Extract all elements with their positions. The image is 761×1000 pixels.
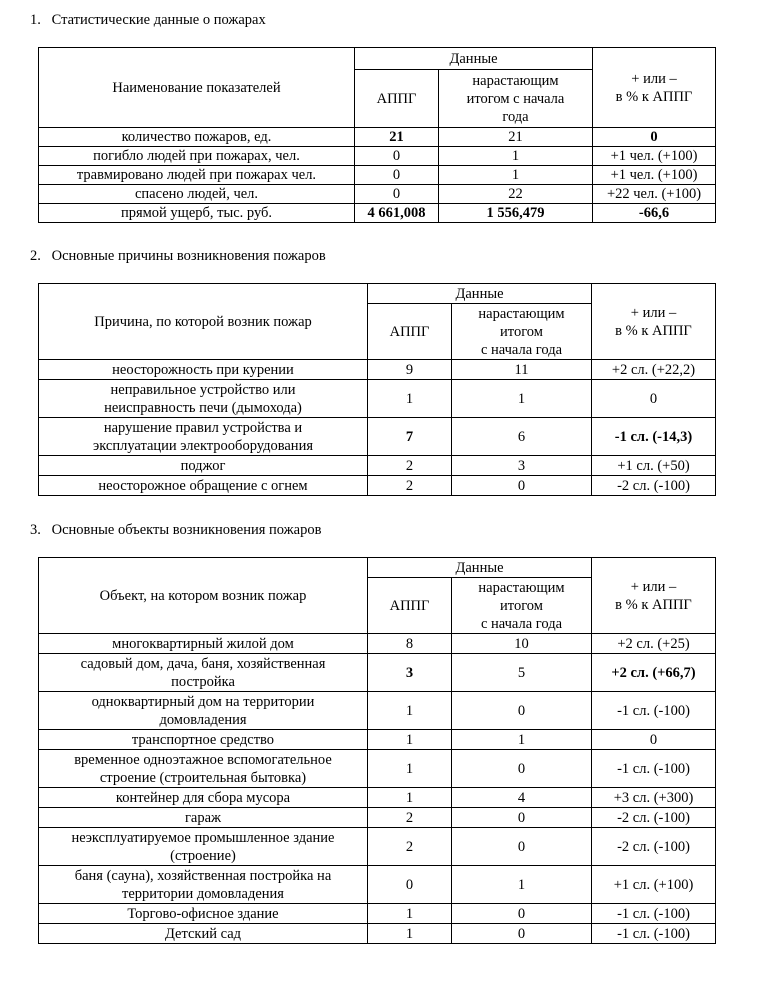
header-cumulative: нарастающим итогом с начала года <box>439 70 593 128</box>
row-name: гараж <box>39 808 368 828</box>
row-cumulative: 0 <box>452 828 592 866</box>
section3-heading <box>30 522 321 539</box>
row-name: прямой ущерб, тыс. руб. <box>39 204 355 223</box>
row-change: -2 сл. (-100) <box>592 808 716 828</box>
row-cumulative: 1 <box>452 866 592 904</box>
row-cumulative: 22 <box>439 185 593 204</box>
row-cumulative: 0 <box>452 476 592 496</box>
header-appg: АППГ <box>368 304 452 360</box>
table-row <box>39 788 716 808</box>
row-change: +1 сл. (+100) <box>592 866 716 904</box>
row-cumulative: 10 <box>452 634 592 654</box>
row-appg: 2 <box>368 456 452 476</box>
fire-causes-table <box>38 283 716 496</box>
row-change: -1 сл. (-100) <box>592 692 716 730</box>
section1-number: 1. <box>30 12 41 28</box>
row-appg: 4 661,008 <box>355 204 439 223</box>
header-cumulative: нарастающим итогом с начала года <box>452 304 592 360</box>
table-row <box>39 808 716 828</box>
table-row <box>39 128 716 147</box>
section1-title: Статистические данные о пожарах <box>51 12 266 28</box>
row-name: Торгово-офисное здание <box>39 904 368 924</box>
row-change: -2 сл. (-100) <box>592 476 716 496</box>
row-appg: 1 <box>368 788 452 808</box>
row-name: садовый дом, дача, баня, хозяйственная постройка <box>39 654 368 692</box>
row-change: +2 сл. (+22,2) <box>592 360 716 380</box>
table-row <box>39 456 716 476</box>
table-row <box>39 828 716 866</box>
row-change: -1 сл. (-100) <box>592 904 716 924</box>
row-cumulative: 0 <box>452 808 592 828</box>
row-name: транспортное средство <box>39 730 368 750</box>
section3-title: Основные объекты возникновения пожаров <box>51 522 322 538</box>
table-row <box>39 634 716 654</box>
row-change: 0 <box>592 730 716 750</box>
fire-objects-table <box>38 557 716 944</box>
row-change: +1 чел. (+100) <box>593 147 716 166</box>
section2-heading <box>30 248 326 265</box>
row-appg: 0 <box>368 866 452 904</box>
row-change: +1 чел. (+100) <box>593 166 716 185</box>
row-appg: 2 <box>368 808 452 828</box>
row-name: погибло людей при пожарах, чел. <box>39 147 355 166</box>
header-data: Данные <box>368 558 592 578</box>
section2-title: Основные причины возникновения пожаров <box>51 248 326 264</box>
row-change: +2 сл. (+25) <box>592 634 716 654</box>
row-name: неправильное устройство или неисправность печи (дымохода) <box>39 380 368 418</box>
row-name: неосторожность при курении <box>39 360 368 380</box>
row-change: -2 сл. (-100) <box>592 828 716 866</box>
row-name: многоквартирный жилой дом <box>39 634 368 654</box>
row-cumulative: 5 <box>452 654 592 692</box>
header-appg: АППГ <box>368 578 452 634</box>
row-cumulative: 0 <box>452 904 592 924</box>
row-appg: 7 <box>368 418 452 456</box>
row-change: -1 сл. (-100) <box>592 924 716 944</box>
row-cumulative: 11 <box>452 360 592 380</box>
row-appg: 0 <box>355 185 439 204</box>
table-row <box>39 654 716 692</box>
row-name: неосторожное обращение с огнем <box>39 476 368 496</box>
row-name: поджог <box>39 456 368 476</box>
table-row <box>39 750 716 788</box>
table-row <box>39 360 716 380</box>
row-name: временное одноэтажное вспомогательное строение (строительная бытовка) <box>39 750 368 788</box>
header-change-column: + или – в % к АППГ <box>592 558 716 634</box>
table-row <box>39 204 716 223</box>
row-name: травмировано людей при пожарах чел. <box>39 166 355 185</box>
row-change: +1 сл. (+50) <box>592 456 716 476</box>
row-cumulative: 1 556,479 <box>439 204 593 223</box>
row-change: -1 сл. (-100) <box>592 750 716 788</box>
section2-number: 2. <box>30 248 41 264</box>
table-row <box>39 924 716 944</box>
row-cumulative: 3 <box>452 456 592 476</box>
row-cumulative: 1 <box>452 380 592 418</box>
row-appg: 9 <box>368 360 452 380</box>
header-data: Данные <box>355 48 593 70</box>
row-cumulative: 0 <box>452 692 592 730</box>
section3-number: 3. <box>30 522 41 538</box>
row-cumulative: 1 <box>452 730 592 750</box>
row-change: 0 <box>592 380 716 418</box>
header-appg: АППГ <box>355 70 439 128</box>
row-name: нарушение правил устройства и эксплуатации электрооборудования <box>39 418 368 456</box>
row-cumulative: 1 <box>439 166 593 185</box>
table-row <box>39 476 716 496</box>
header-name-column: Объект, на котором возник пожар <box>39 558 368 634</box>
header-change-column: + или – в % к АППГ <box>593 48 716 128</box>
header-name-column: Причина, по которой возник пожар <box>39 284 368 360</box>
row-appg: 1 <box>368 692 452 730</box>
row-cumulative: 4 <box>452 788 592 808</box>
fire-statistics-table <box>38 47 716 223</box>
row-appg: 2 <box>368 476 452 496</box>
row-appg: 21 <box>355 128 439 147</box>
row-appg: 1 <box>368 750 452 788</box>
row-name: Детский сад <box>39 924 368 944</box>
table-row <box>39 866 716 904</box>
row-appg: 0 <box>355 166 439 185</box>
table-row <box>39 904 716 924</box>
row-cumulative: 0 <box>452 750 592 788</box>
row-cumulative: 0 <box>452 924 592 944</box>
row-name: количество пожаров, ед. <box>39 128 355 147</box>
header-data: Данные <box>368 284 592 304</box>
header-change-column: + или – в % к АППГ <box>592 284 716 360</box>
row-appg: 1 <box>368 380 452 418</box>
row-name: контейнер для сбора мусора <box>39 788 368 808</box>
table-row <box>39 147 716 166</box>
row-change: +2 сл. (+66,7) <box>592 654 716 692</box>
row-name: неэксплуатируемое промышленное здание (строение) <box>39 828 368 866</box>
row-appg: 1 <box>368 730 452 750</box>
row-change: 0 <box>593 128 716 147</box>
table-row <box>39 418 716 456</box>
row-change: +3 сл. (+300) <box>592 788 716 808</box>
header-cumulative: нарастающим итогом с начала года <box>452 578 592 634</box>
row-name: одноквартирный дом на территории домовладения <box>39 692 368 730</box>
header-name-column: Наименование показателей <box>39 48 355 128</box>
row-name: баня (сауна), хозяйственная постройка на территории домовладения <box>39 866 368 904</box>
row-cumulative: 1 <box>439 147 593 166</box>
row-cumulative: 21 <box>439 128 593 147</box>
table-row <box>39 730 716 750</box>
row-appg: 1 <box>368 904 452 924</box>
row-cumulative: 6 <box>452 418 592 456</box>
row-appg: 1 <box>368 924 452 944</box>
row-change: -66,6 <box>593 204 716 223</box>
row-name: спасено людей, чел. <box>39 185 355 204</box>
row-appg: 0 <box>355 147 439 166</box>
section1-heading <box>30 12 266 29</box>
table-row <box>39 380 716 418</box>
table-row <box>39 185 716 204</box>
row-change: -1 сл. (-14,3) <box>592 418 716 456</box>
row-appg: 3 <box>368 654 452 692</box>
row-change: +22 чел. (+100) <box>593 185 716 204</box>
table-row <box>39 692 716 730</box>
table-row <box>39 166 716 185</box>
row-appg: 8 <box>368 634 452 654</box>
row-appg: 2 <box>368 828 452 866</box>
